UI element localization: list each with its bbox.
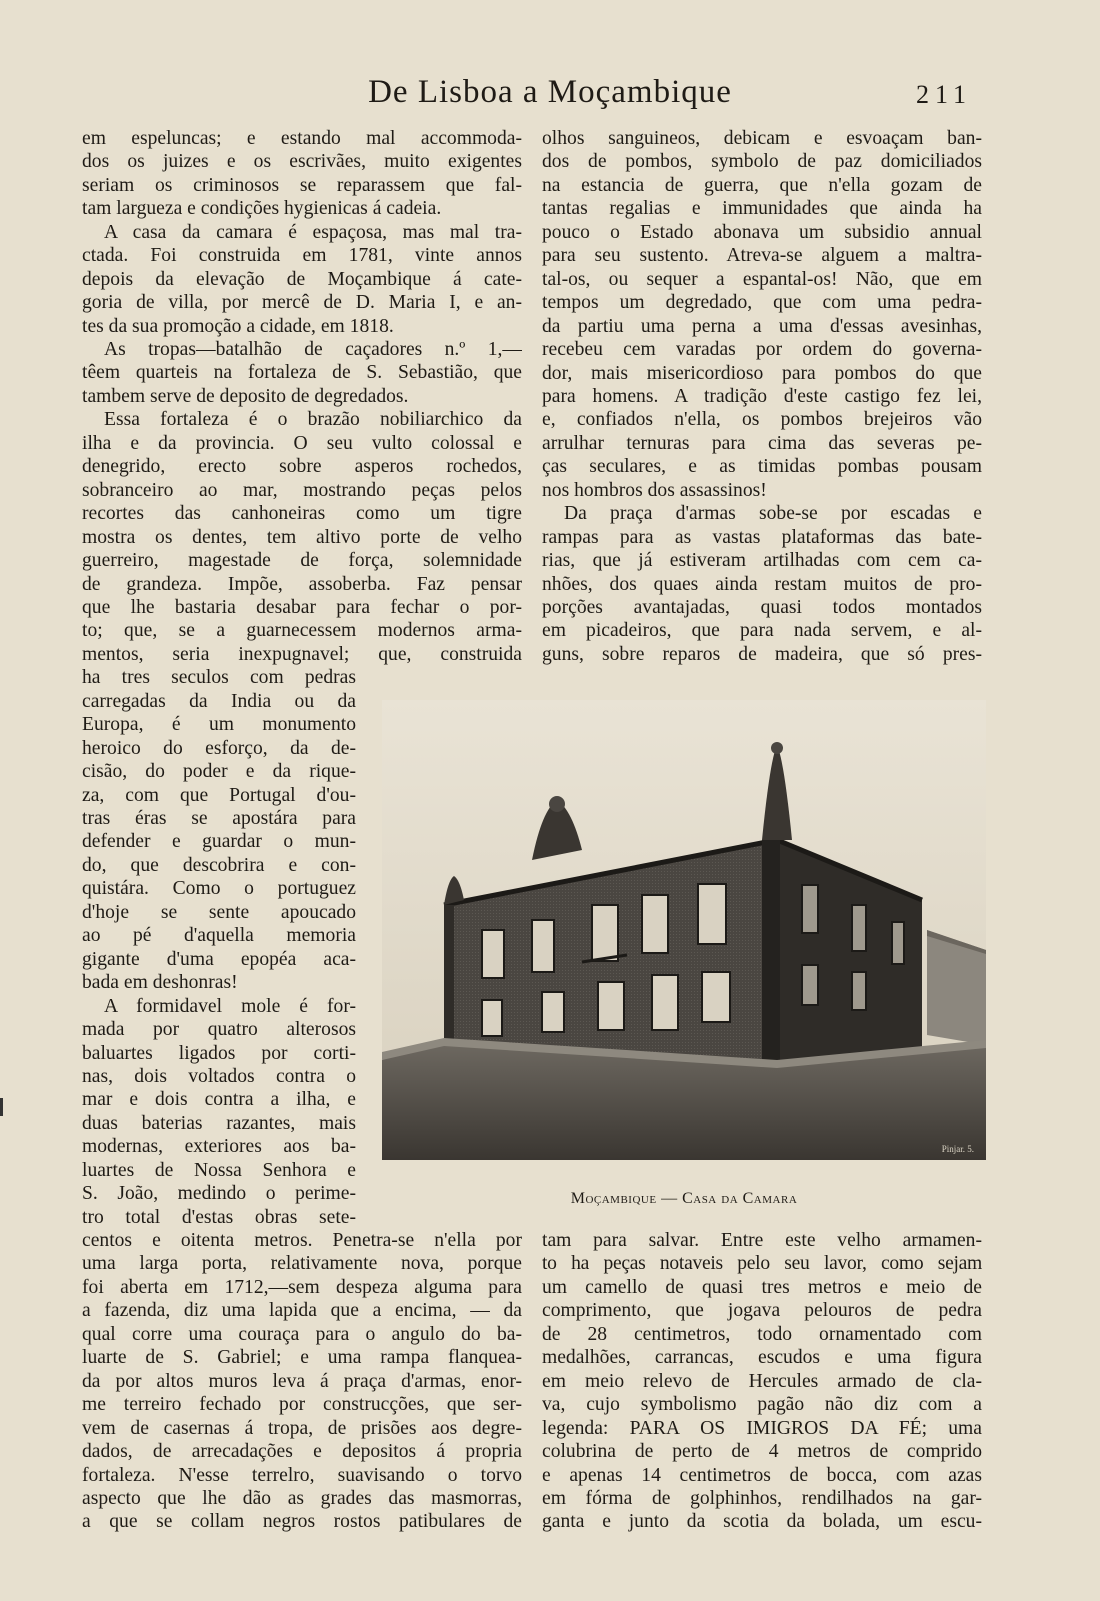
text-line: mada por quatro alterosos	[82, 1019, 356, 1041]
text-line: defender e guardar o mun-	[82, 831, 356, 853]
text-line: aspecto que lhe dão as grades das masmorras,	[82, 1487, 522, 1509]
text-line: tam para salvar. Entre este velho armamen-	[542, 1230, 982, 1251]
text-line: denegrido, erecto sobre asperos rochedos,	[82, 456, 522, 478]
text-line: bada em deshonras!	[82, 972, 238, 994]
text-line: medalhões, carrancas, escudos e uma figura	[542, 1347, 982, 1369]
text-line: pouco o Estado abonava um subsidio annual	[542, 221, 982, 243]
text-line: em picadeiros, que para nada servem, e al-	[542, 620, 982, 642]
left-paragraph-2	[82, 221, 522, 338]
text-line: dor, mais misericordioso para pombos do que	[542, 362, 982, 384]
text-line: ças seculares, e as timidas pombas pousam	[542, 456, 982, 478]
right-paragraph-1	[542, 127, 982, 502]
text-line: porções avantajadas, quasi todos montados	[542, 597, 982, 618]
text-line: de 28 centimetros, todo ornamentado com	[542, 1323, 982, 1345]
text-line: Essa fortaleza é o brazão nobiliarchico da	[104, 409, 522, 431]
running-header-title: De Lisboa a Moçambique	[368, 74, 732, 110]
building-engraving	[382, 700, 986, 1160]
text-line: mar e dois contra a ilha, e	[82, 1089, 356, 1111]
text-line: modernas, exteriores aos ba-	[82, 1136, 356, 1158]
text-line: Europa, é um monumento	[82, 714, 356, 736]
text-line: duas baterias razantes, mais	[82, 1112, 356, 1134]
figure-caption: Moçambique — Casa da Camara	[570, 1190, 798, 1207]
text-line: um camello de quasi tres metros e meio de	[542, 1276, 982, 1298]
text-line: para seu sustento. Atreva-se alguem a maltra-	[542, 245, 982, 267]
text-line: gigante d'uma epopéa aca-	[82, 948, 356, 970]
casa-da-camara-illustration	[382, 700, 986, 1160]
text-line: de grandeza. Impõe, assoberba. Faz pensar	[82, 573, 522, 595]
text-line: uma larga porta, relativamente nova, porque	[82, 1253, 522, 1275]
text-line: dos os juizes e os escrivães, muito exigentes	[82, 151, 522, 173]
text-line: nas, dois voltados contra o	[82, 1065, 356, 1087]
text-line: sobranceiro ao mar, mostrando peças pelos	[82, 479, 522, 501]
text-line: da por altos muros leva á praça d'armas, enor-	[82, 1370, 522, 1392]
text-line: recortes das canhoneiras como um tigre	[82, 503, 522, 525]
text-line: d'hoje se sente apoucado	[82, 901, 356, 923]
text-line: seriam os criminosos se reparassem que fal-	[82, 174, 522, 196]
text-line: em fórma de golphinhos, rendilhados na gar-	[542, 1487, 982, 1509]
text-line: em espeluncas; e estando mal accommoda-	[82, 128, 522, 149]
text-line: luartes de Nossa Senhora e	[82, 1159, 356, 1181]
text-line: Da praça d'armas sobe-se por escadas e	[564, 503, 982, 525]
text-line: to; que, se a guarnecessem modernos arma-	[82, 620, 522, 642]
text-line: ao pé d'aquella memoria	[82, 925, 356, 947]
text-line: guerreiro, magestade de força, solemnidade	[82, 550, 522, 572]
text-line: quistára. Como o portuguez	[82, 878, 356, 900]
text-line: mentos, seria inexpugnavel; que, construida	[82, 643, 522, 665]
text-line: ilha e da provincia. O seu vulto colossal e	[82, 432, 522, 454]
text-line: tantas regalias e immunidades que ainda ha	[542, 198, 982, 220]
narrow-paragraph-2	[82, 995, 356, 1230]
text-line: dados, de arrecadações e depositos á propria	[82, 1441, 522, 1463]
text-line: olhos sanguineos, debicam e esvoaçam ban-	[542, 128, 982, 149]
text-line: colubrina de perto de 4 metros de comprido	[542, 1441, 982, 1463]
text-line: S. João, medindo o perime-	[82, 1183, 356, 1205]
text-line: legenda: PARA OS IMIGROS DA FÉ; uma	[542, 1417, 982, 1439]
text-line: vem de casernas á tropa, de prisões aos degre-	[82, 1417, 522, 1439]
right-paragraph-2	[542, 502, 982, 666]
text-line: za, com que Portugal d'ou-	[82, 784, 356, 806]
text-line: depois da elevação de Moçambique á cate-	[82, 268, 522, 290]
text-line: tambem serve de deposito de degredados.	[82, 385, 409, 407]
text-line: tempos um degredado, que com uma pedra-	[542, 292, 982, 314]
text-line: A casa da camara é espaçosa, mas mal tra-	[104, 221, 522, 243]
text-line: que lhe bastaria desabar para fechar o por-	[82, 597, 522, 619]
text-line: na estancia de guerra, que n'ella gozam de	[542, 174, 982, 196]
text-line: mostra os dentes, tem altivo porte de velho	[82, 526, 522, 548]
text-line: ctada. Foi construida em 1781, vinte annos	[82, 245, 522, 267]
text-line: para homens. A tradição d'este castigo fez lei,	[542, 385, 982, 407]
text-line: tam largueza e condições hygienicas á cadeia.	[82, 198, 442, 220]
text-line: a fazenda, diz uma lapida que a encima, — da	[82, 1300, 522, 1322]
text-line: têem quarteis na fortaleza de S. Sebastião, que	[82, 362, 522, 384]
left-paragraph-5	[82, 1229, 522, 1534]
left-paragraph-4	[82, 408, 522, 666]
text-line: centos e oitenta metros. Penetra-se n'ella por	[82, 1230, 522, 1251]
text-line: da partiu uma perna a uma d'essas avesinhas,	[542, 315, 982, 337]
text-line: As tropas—batalhão de caçadores n.º 1,—	[104, 339, 522, 360]
text-line: tes da sua promoção a cidade, em 1818.	[82, 315, 394, 337]
page-number: 211	[915, 80, 972, 109]
text-line: recebeu cem varadas por ordem do governa-	[542, 339, 982, 361]
text-line: arrulhar ternuras para cima das severas pe-	[542, 432, 982, 454]
text-line: nos hombros dos assassinos!	[542, 479, 767, 501]
text-line: a que se collam negros rostos patibulares de	[82, 1511, 522, 1533]
right-paragraph-3	[542, 1229, 982, 1534]
text-line: qual corre uma couraça para o angulo do ba-	[82, 1323, 522, 1345]
narrow-paragraph-1	[82, 666, 356, 994]
text-line: dos de pombos, symbolo de paz domiciliados	[542, 151, 982, 173]
text-line: do, que descobrira e con-	[82, 854, 356, 876]
engraver-signature: Pinjar. 5.	[941, 1144, 974, 1154]
text-line: va, cujo symbolismo pagão não diz com a	[542, 1394, 982, 1416]
text-line: fortaleza. N'esse terrelro, suavisando o torvo	[82, 1464, 522, 1486]
text-line: goria de villa, por mercê de D. Maria I, e an-	[82, 292, 522, 314]
left-paragraph-1	[82, 127, 522, 221]
left-paragraph-3	[82, 338, 522, 408]
text-line: rias, que já estiveram artilhadas com cem ca-	[542, 550, 982, 572]
text-line: luarte de S. Gabriel; e uma rampa flanquea-	[82, 1347, 522, 1369]
text-line: ha tres seculos com pedras	[82, 667, 356, 689]
text-line: to ha peças notaveis pelo seu lavor, como sejam	[542, 1253, 982, 1275]
text-line: foi aberta em 1712,—sem despeza alguma para	[82, 1276, 522, 1298]
text-line: guns, sobre reparos de madeira, que só pres-	[542, 643, 982, 665]
text-line: e apenas 14 centimetros de bocca, com azas	[542, 1464, 982, 1486]
text-line: comprimento, que jogava pelouros de pedra	[542, 1300, 982, 1322]
text-line: ganta e junto da scotia da bolada, um escu-	[542, 1511, 982, 1533]
text-line: nhões, dos quaes ainda restam muitos de pro-	[542, 573, 982, 595]
text-line: em meio relevo de Hercules armado de cla-	[542, 1370, 982, 1392]
text-line: heroico do esforço, da de-	[82, 737, 356, 759]
text-line: tal-os, ou sequer a espantal-os! Não, que em	[542, 268, 982, 290]
text-line: e, confiados n'ella, os pombos brejeiros vão	[542, 409, 982, 431]
text-line: tro total d'estas obras sete-	[82, 1206, 356, 1228]
text-line: baluartes ligados por corti-	[82, 1042, 356, 1064]
text-line: rampas para as vastas plataformas das bate-	[542, 526, 982, 548]
page-edge-mark	[0, 1098, 3, 1116]
text-line: cisão, do poder e da rique-	[82, 761, 356, 783]
text-line: tras éras se apostára para	[82, 808, 356, 830]
text-line: carregadas da India ou da	[82, 690, 356, 712]
text-line: me terreiro fechado por construcções, que ser-	[82, 1394, 522, 1416]
text-line: A formidavel mole é for-	[104, 995, 356, 1017]
